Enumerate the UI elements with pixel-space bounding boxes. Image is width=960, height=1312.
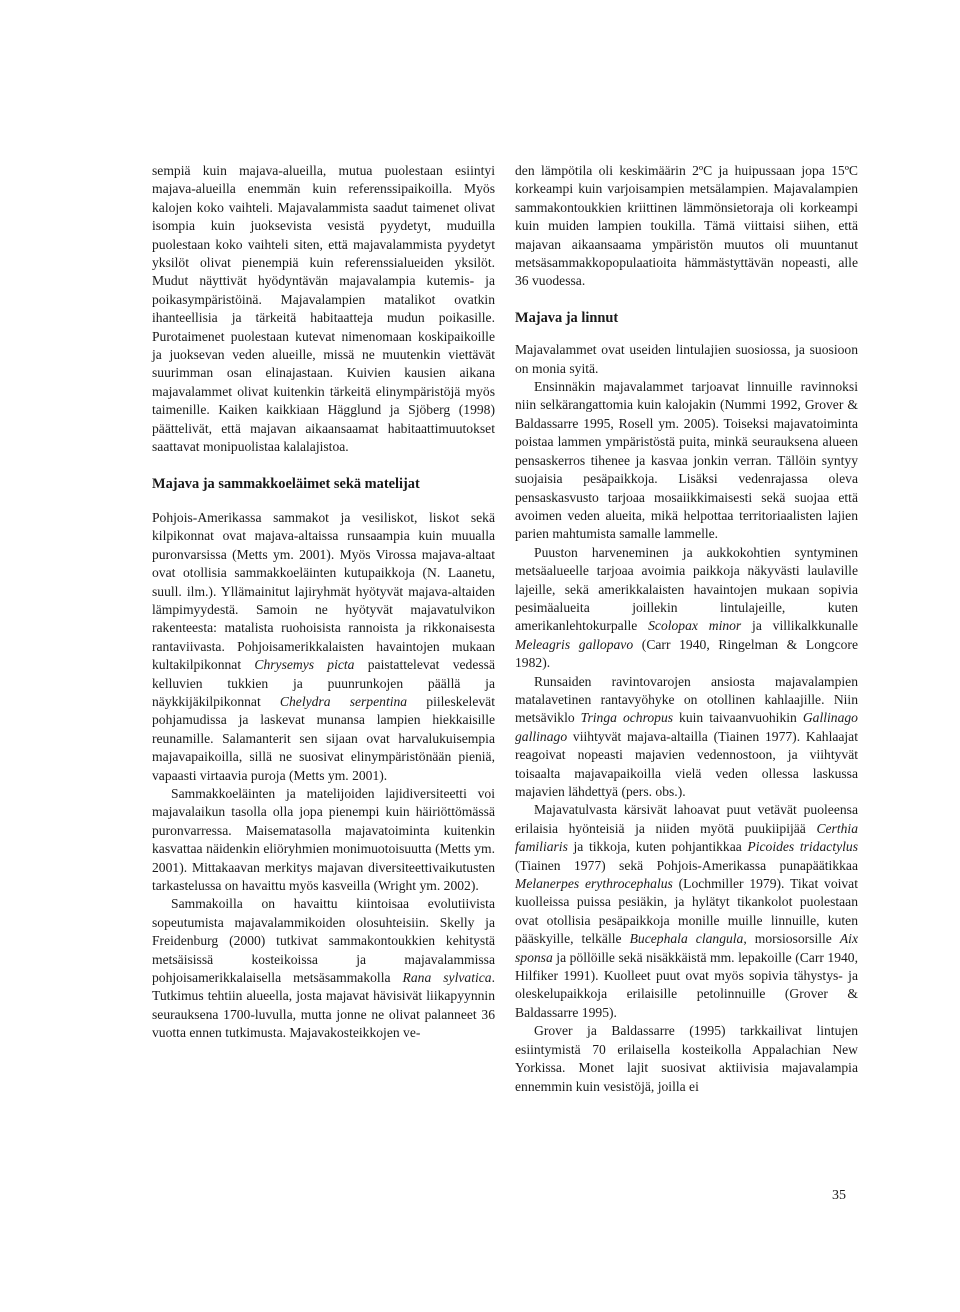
text-run: Runsaiden ravintovarojen ansiosta majavalampien matalavetinen rantavyöhyke on otollinen kahlaajille. Niin metsäviklo bbox=[515, 673, 858, 726]
species-name: Chelydra serpentina bbox=[279, 693, 408, 709]
text-run: ja tikkoja, kuten pohjantikkaa bbox=[567, 839, 748, 855]
text-run: piileskelevät pohjamudissa ja laskevat munansa lampien hiekkaisille reunamille. Salamanterit sen sijaan ovat harvalukuisempia majavapaikoilla, sillä ne suosivat elinympäristönään pieniä, vapaasti virtaavia puroja (Metts ym. 2001). bbox=[152, 693, 495, 783]
species-name: Gallinago gallinago bbox=[515, 710, 858, 744]
text-run: (Carr 1940, Ringelman & Longcore 1982). bbox=[515, 636, 858, 671]
species-name: Chrysemys picta bbox=[254, 657, 355, 673]
section-heading: Majava ja sammakkoeläimet sekä matelijat bbox=[152, 475, 420, 492]
paragraph bbox=[515, 544, 858, 673]
text-run: viihtyvät majava-altailla (Tiainen 1977). Kahlaajat reagoivat nopeasti majavien vedennostoon, ja viihtyvät toisaalta majavapaikoilla vielä veden ollessa laskussa majavien lähdettyä (pers. obs.). bbox=[515, 728, 858, 799]
text-run: (Tiainen 1977) sekä Pohjois-Amerikassa punapäätikkaa bbox=[515, 857, 858, 873]
paragraph: den lämpötila oli keskimäärin 2ºC ja huipussaan jopa 15ºC korkeampi kuin varjoisampien metsälampien. Majavalampien sammakontoukkien kriittinen lämmönsietoraja oli korkeampi kuin muiden lampien toukilla. Tämä viittaisi siihen, että majavan aikaansaama ympäristön muutos oli muuntanut metsäsammakkopopulaatioita hämmästyttävän nopeasti, alle 36 vuodessa. bbox=[515, 163, 858, 289]
paragraph bbox=[515, 673, 858, 802]
text-run: (Lochmiller 1979). Tikat voivat kuolleissa puissa pesiäkin, ja hylätyt tikankolot puolestaan ovat otollisia pesäpaikkoja monille muille linnuille, kuten pääskyille, telkälle bbox=[515, 876, 858, 947]
text-run: kuin taivaanvuohikin bbox=[673, 710, 803, 726]
species-name: Rana sylvatica bbox=[402, 970, 492, 986]
paragraph: Ensinnäkin majavalammet tarjoavat linnuille ravinnoksi niin selkärangattomia kuin kalojakin (Nummi 1992, Grover & Baldassarre 1995, Rosell ym. 2005). Toiseksi majavatoiminta poistaa lammen ympäristöstä puita, minkä seurauksena alueen pensaskerros tihenee ja kasvaa jonkin verran. Tällöin syntyy suojaisia pesäpaikkoja. Lisäksi vedenrajassa oleva pensaskasvusto tarjoaa mosaiikkimaisesti sekä suojaa että avoimen veden alueita, mikä helpottaa territoriaalisten lajien parien mahtumista samalle lammelle. bbox=[515, 379, 858, 542]
text-run: Sammakoilla on havaittu kiintoisaa evolutiivista sopeutumista majavalammikoiden olosuhteisiin. Skelly ja Freidenburg (2000) tutkivat sammakontoukkien kehitystä metsäisissä kosteikoissa ja majavalammissa pohjoisamerikkalaisella metsäsammakolla bbox=[152, 896, 495, 986]
species-name: Scolopax minor bbox=[648, 618, 742, 634]
text-run: ja pöllöille sekä nisäkkäistä mm. lepakoille (Carr 1940, Hilfiker 1991). Kuolleet puut ovat myös sopivia tähystys- ja oleskelupaikkoja erilaisille petolinnuille (Grover & Baldassarre 1995). bbox=[515, 949, 858, 1020]
text-run: Puuston harveneminen ja aukkokohtien syntyminen metsäalueelle tarjoaa avoimia paikkoja näkyvästi laulaville lajeille, sekä amerikkalaisten havaintojen mukaan sopivia pesimäalueita joillekin lintulajeille, kuten amerikanlehtokurpalle bbox=[515, 544, 858, 634]
species-name: Certhia familiaris bbox=[515, 820, 858, 855]
page-number: 35 bbox=[832, 1188, 846, 1203]
left-column bbox=[152, 162, 495, 1043]
text-run: Majavatulvasta kärsivät lahoavat puut vetävät puoleensa erilaisia hyönteisiä ja niiden myötä puukiipijää bbox=[515, 802, 858, 836]
paragraph bbox=[152, 895, 495, 1042]
text-run: . Tutkimus tehtiin alueella, josta majavat hävisivät liikapyynnin seurauksena 1700-luvulla, mutta jonne ne olivat palanneet 36 vuotta ennen tutkimusta. Majavakosteikkojen ve- bbox=[152, 970, 495, 1041]
paragraph: sempiä kuin majava-alueilla, mutua puolestaan esiintyi majava-alueilla enemmän kuin referenssipaikoilla. Myös kalojen koko vaihteli. Majavalammista saadut taimenet olivat isompia kuin juoksevista vesistä pyydetyt, muduilla puolestaan koko vaihteli siten, että majavalammista pyydetyt yksilöt olivat pienempiä kuin referenssialueiden yksilöt. Mudut näyttivät hyödyntävän majavalampia kutemis- ja poikasympäristöinä. Majavalampien matalikot ovatkin ihanteellisia ja tärkeitä habitaatteja mudun poikasille. Purotaimenet puolestaan kutevat nimenomaan koskipaikoille ja juoksevan veden alueille, missä ne muutenkin viettävät suurimman osan elinajastaan. Kuivien kausien aikana majavalammet olivat kuitenkin tärkeitä elinympäristöjä myös taimenille. Kaiken kaikkiaan Hägglund ja Sjöberg (1998) päättelivät, että majavan aikaansaamat habitaattimuutokset saattavat monipuolistaa kalalajistoa. bbox=[152, 163, 495, 455]
text-run: ja villikalkkunalle bbox=[741, 618, 858, 634]
species-name: Aix sponsa bbox=[515, 931, 858, 965]
text-run: , morsiosorsille bbox=[743, 931, 840, 947]
species-name: Tringa ochropus bbox=[580, 710, 674, 726]
right-column bbox=[515, 162, 858, 1096]
section-heading: Majava ja linnut bbox=[515, 309, 619, 326]
species-name: Picoides tridactylus bbox=[747, 839, 858, 855]
paragraph: Majavalammet ovat useiden lintulajien suosiossa, ja suosioon on monia syitä. bbox=[515, 342, 858, 376]
paragraph: Grover ja Baldassarre (1995) tarkkailivat lintujen esiintymistä 70 erilaisella kosteikolla Appalachian New Yorkissa. Monet lajit suosivat aktiivisia majavalampia ennemmin kuin vesistöjä, joilla ei bbox=[515, 1023, 858, 1094]
paragraph bbox=[152, 509, 495, 785]
paragraph bbox=[515, 801, 858, 1022]
text-run: paistattelevat vedessä kelluvien tukkien ja puunrunkojen päällä ja näykkijäkilpikonnat bbox=[152, 657, 495, 709]
species-name: Meleagris gallopavo bbox=[515, 636, 634, 652]
species-name: Bucephala clangula bbox=[629, 931, 744, 947]
text-run: Pohjois-Amerikassa sammakot ja vesiliskot, liskot sekä kilpikonnat ovat majava-altaissa runsaampia kuin muualla puronvarsissa (Metts ym. 2001). Myös Virossa majava-altaat ovat otollisia sammakkoeläinten kutupaikkoja (N. Laanetu, suull. ilm.). Yllämainitut lajiryhmät hyötyvät majava-altaiden lämpimyydestä. Samoin ne hyötyvät majavatulvikon rakenteesta: matalista ruohoisista rannoista ja rikkonaisesta rantaviivasta. Pohjoisamerikkalaisten havaintojen mukaan kultakilpikonnat bbox=[152, 509, 495, 673]
paragraph: Sammakkoeläinten ja matelijoiden lajidiversiteetti voi majavalaikun tasolla olla jopa pienempi kuin häiriöttömässä puronvarressa. Maisematasolla majavatoiminta kuitenkin kasvattaa näidenkin eliöryhmien monimuotoisuutta (Metts ym. 2001). Mittakaavan merkitys majavan diversiteettivaikutusten tarkastelussa on havaittu myös kasveilla (Wright ym. 2002). bbox=[152, 786, 495, 894]
species-name: Melanerpes erythrocephalus bbox=[515, 876, 673, 892]
